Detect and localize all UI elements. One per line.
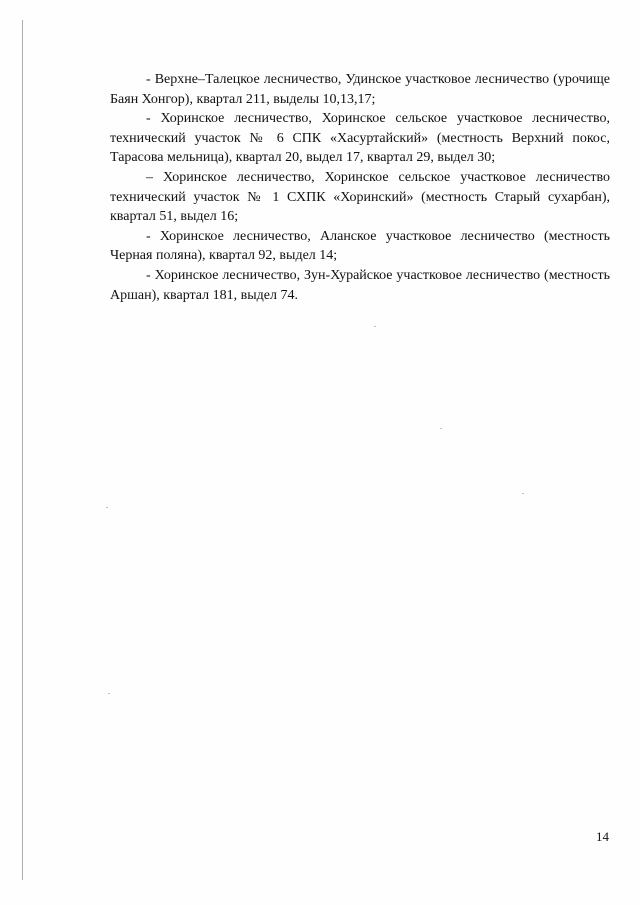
scan-speck <box>374 326 376 327</box>
scan-speck <box>108 693 110 694</box>
scan-speck <box>440 428 442 429</box>
page-number: 14 <box>596 829 609 844</box>
forestry-list-item-4: - Хоринское лесничество, Аланское участковое лесничество (местность Черная поляна), квартал 92, выдел 14; <box>110 228 610 264</box>
scan-binding-line <box>22 20 23 880</box>
scan-speck <box>522 493 524 494</box>
scan-speck <box>106 507 108 508</box>
forestry-list-item-5: - Хоринское лесничество, Зун-Хурайское участковое лесничество (местность Аршан), квартал 181, выдел 74. <box>110 267 610 303</box>
forestry-list-item-3: – Хоринское лесничество, Хоринское сельское участковое лесничество технический участок № 1 СХПК «Хоринский» (местность Старый сухарбан), квартал 51, выдел 16; <box>110 169 610 225</box>
forestry-list-item-2: - Хоринское лесничество, Хоринское сельское участковое лесничество, технический участок № 6 СПК «Хасуртайский» (местность Верхний покос, Тарасова мельница), квартал 20, выдел 17, квартал 29, выдел 30; <box>110 111 610 166</box>
forestry-list-item-1: - Верхне–Талецкое лесничество, Удинское участковое лесничество (урочище Баян Хонгор), квартал 211, выделы 10,13,17; <box>110 72 610 107</box>
document-body <box>110 70 610 305</box>
